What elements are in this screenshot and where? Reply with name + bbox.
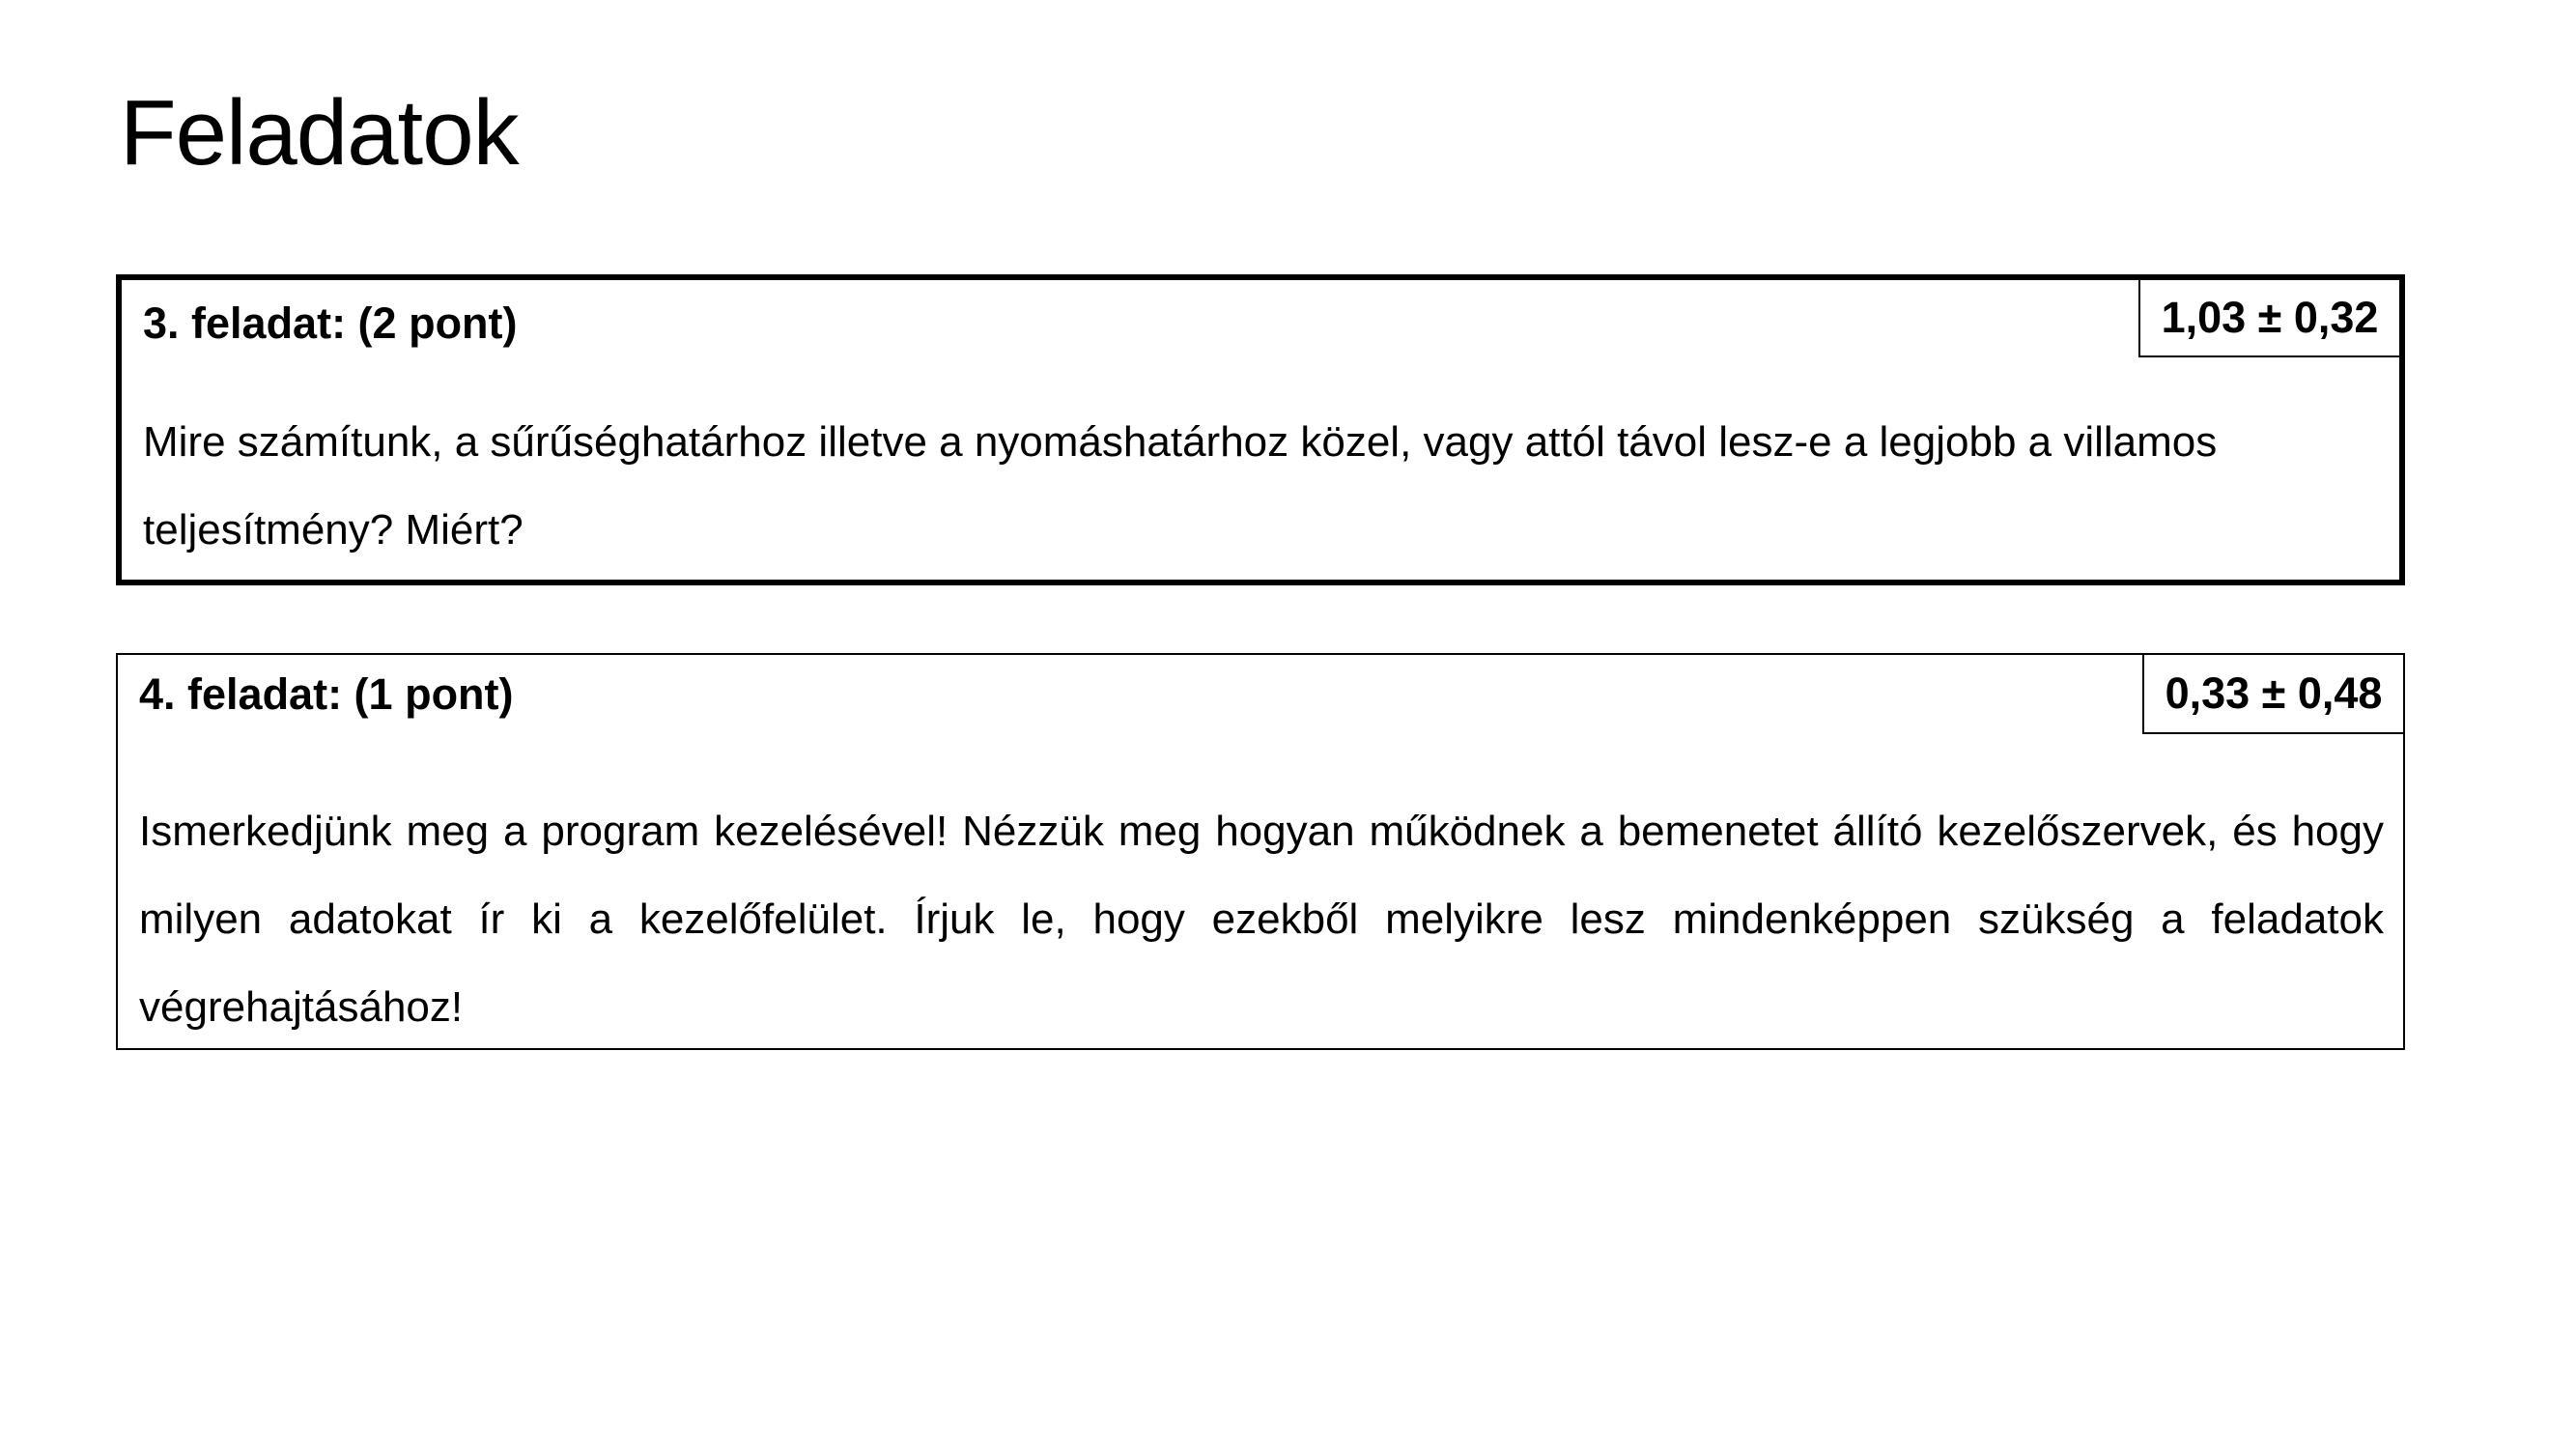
task-card-3 [116, 274, 2405, 585]
page-title: Feladatok [120, 81, 519, 185]
score-badge: 0,33 ± 0,48 [2142, 655, 2403, 734]
task-title: 3. feladat: (2 pont) [143, 298, 518, 348]
task-card-4 [116, 653, 2405, 1050]
score-badge: 1,03 ± 0,32 [2138, 280, 2399, 357]
task-title: 4. feladat: (1 pont) [139, 669, 514, 719]
task-description: Ismerkedjünk meg a program kezelésével! Nézzük meg hogyan működnek a bemenetet állító kezelőszervek, és hogy milyen adatokat ír ki a kezelőfelület. Írjuk le, hogy ezekből melyikre lesz mindenképpen szükség a feladatok végrehajtásához! [139, 808, 2384, 1031]
task-description: Mire számítunk, a sűrűséghatárhoz illetve a nyomáshatárhoz közel, vagy attól távol lesz-e a legjobb a villamos teljesítmény? Miért? [143, 418, 2218, 554]
